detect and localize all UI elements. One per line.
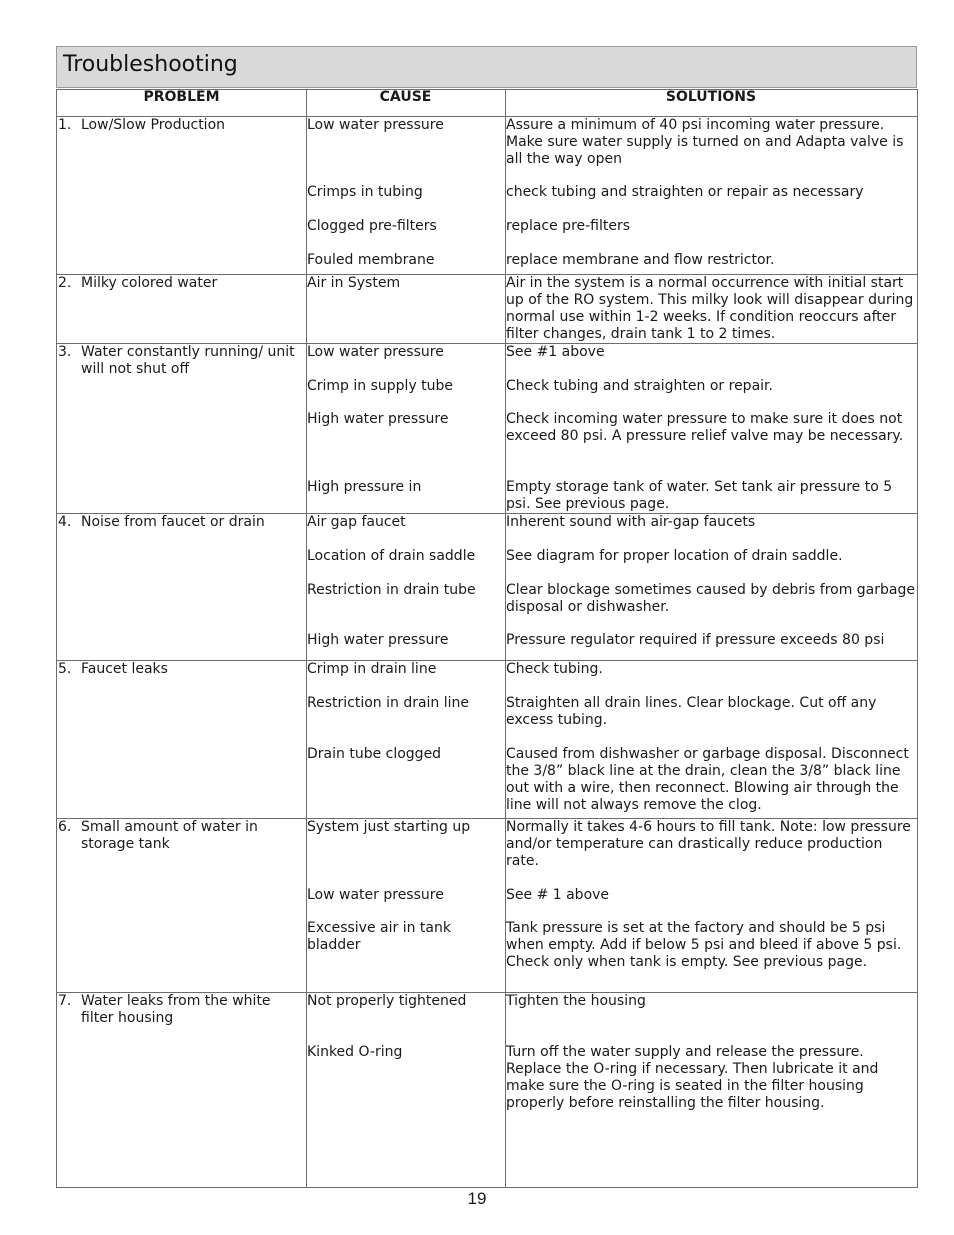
solution-text: Clear blockage sometimes caused by debris from garbage disposal or dishwasher. (506, 582, 915, 615)
solution-text: Check incoming water pressure to make sure it does not exceed 80 psi. A pressure relief valve may be necessary. (506, 411, 904, 444)
header-solutions: SOLUTIONS (665, 89, 757, 105)
solution-text: Inherent sound with air-gap faucets (506, 514, 756, 530)
problem-text: Water constantly running/ unit will not shut off (81, 344, 295, 377)
cause-text: Low water pressure (307, 344, 444, 360)
solution-text: See #1 above (506, 344, 605, 360)
cause-text: High water pressure (307, 632, 449, 648)
solution-text: Check tubing and straighten or repair. (506, 378, 773, 394)
problem-number: 7. (58, 993, 72, 1009)
row-divider (57, 89, 917, 90)
solution-text: Empty storage tank of water. Set tank air pressure to 5 psi. See previous page. (506, 479, 893, 512)
cause-text: Kinked O-ring (307, 1044, 403, 1060)
cause-text: Low water pressure (307, 117, 444, 133)
problem-text: Faucet leaks (81, 661, 168, 677)
solution-text: Tighten the housing (506, 993, 646, 1009)
cause-text: Air gap faucet (307, 514, 406, 530)
solution-text: See # 1 above (506, 887, 610, 903)
problem-number: 3. (58, 344, 72, 360)
problem-number: 4. (58, 514, 72, 530)
solution-text: Air in the system is a normal occurrence with initial start up of the RO system. This milky look will disappear during normal use within 1-2 weeks. If condition reoccurs after filter changes, drain tank 1 to 2 times. (506, 275, 914, 342)
cause-text: Low water pressure (307, 887, 444, 903)
cause-text: Crimp in drain line (307, 661, 437, 677)
section-title-bar (56, 46, 917, 88)
solution-text: Check tubing. (506, 661, 603, 677)
problem-number: 2. (58, 275, 72, 291)
troubleshooting-table (56, 89, 918, 1188)
cause-text: Location of drain saddle (307, 548, 476, 564)
header-cause: CAUSE (379, 89, 432, 105)
solution-text: Tank pressure is set at the factory and should be 5 psi when empty. Add if below 5 psi and bleed if above 5 psi. Check only when tank is empty. See previous page. (506, 920, 902, 970)
solution-text: Caused from dishwasher or garbage disposal. Disconnect the 3/8” black line at the drain, clean the 3/8” black line out with a wire, then reconnect. Blowing air through the line will not always remove the clog. (506, 746, 909, 813)
problem-text: Water leaks from the white filter housing (81, 993, 271, 1026)
problem-number: 1. (58, 117, 72, 133)
page-title: Troubleshooting (63, 52, 238, 77)
cause-text: High pressure in (307, 479, 422, 495)
solution-text: check tubing and straighten or repair as necessary (506, 184, 864, 200)
header-problem: PROBLEM (143, 89, 220, 105)
cause-text: Clogged pre-filters (307, 218, 437, 234)
solution-text: Pressure regulator required if pressure exceeds 80 psi (506, 632, 885, 648)
cause-text: Crimps in tubing (307, 184, 423, 200)
cause-text: Crimp in supply tube (307, 378, 454, 394)
problem-text: Small amount of water in storage tank (81, 819, 258, 852)
cause-text: System just starting up (307, 819, 471, 835)
cause-text: Restriction in drain line (307, 695, 470, 711)
problem-number: 5. (58, 661, 72, 677)
problem-text: Noise from faucet or drain (81, 514, 265, 530)
solution-text: Assure a minimum of 40 psi incoming water pressure. Make sure water supply is turned on and Adapta valve is all the way open (506, 117, 904, 167)
cause-text: Restriction in drain tube (307, 582, 476, 598)
cause-text: High water pressure (307, 411, 449, 427)
problem-text: Low/Slow Production (81, 117, 226, 133)
cause-text: Not properly tightened (307, 993, 467, 1009)
cause-text: Air in System (307, 275, 401, 291)
problem-number: 6. (58, 819, 72, 835)
solution-text: Normally it takes 4-6 hours to fill tank. Note: low pressure and/or temperature can drastically reduce production rate. (506, 819, 911, 869)
solution-text: Straighten all drain lines. Clear blockage. Cut off any excess tubing. (506, 695, 877, 728)
solution-text: See diagram for proper location of drain saddle. (506, 548, 843, 564)
cause-text: Excessive air in tank bladder (307, 920, 451, 953)
page-number: 19 (467, 1189, 487, 1208)
solution-text: replace membrane and flow restrictor. (506, 252, 775, 268)
solution-text: replace pre-filters (506, 218, 631, 234)
solution-text: Turn off the water supply and release the pressure. Replace the O-ring if necessary. Then lubricate it and make sure the O-ring is seated in the filter housing properly before reinstalling the filter housing. (506, 1044, 879, 1111)
cause-text: Drain tube clogged (307, 746, 442, 762)
cause-text: Fouled membrane (307, 252, 435, 268)
problem-text: Milky colored water (81, 275, 218, 291)
